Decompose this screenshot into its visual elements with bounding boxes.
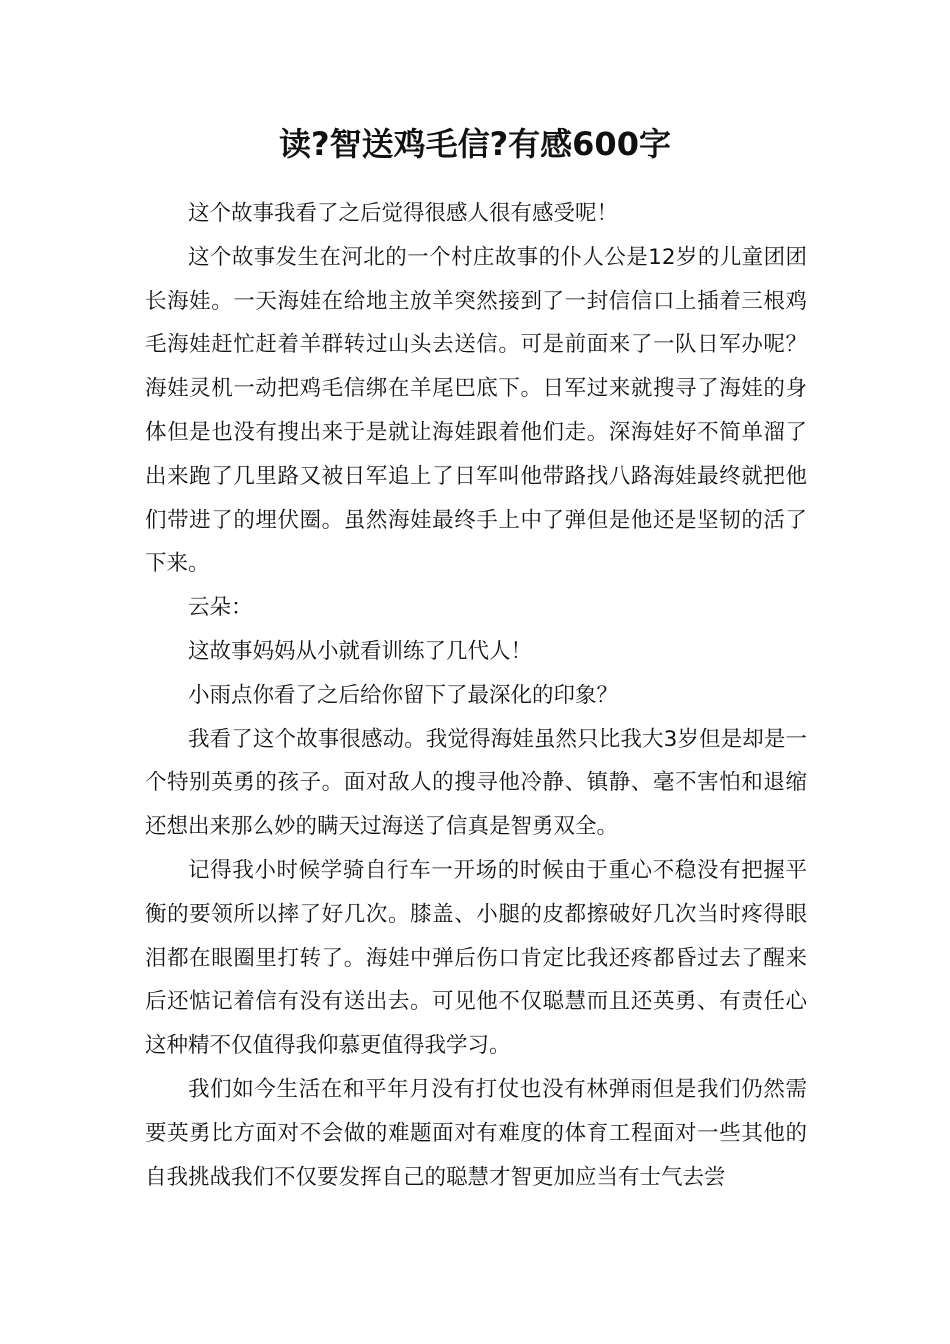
paragraph: 这故事妈妈从小就看训练了几代人！ [188, 638, 533, 664]
paragraph: 这个故事我看了之后觉得很感人很有感受呢！ [188, 201, 619, 226]
paragraph: 记得我小时候学骑自行车一开场的时候由于重心不稳没有把握平衡的要领所以摔了好几次。膝盖、小腿的皮都擦破好几次当时疼得眼泪都在眼圈里打转了。海娃中弹后伤口肯定比我还疼都昏过去了醒来后还惦记着信有没有送出去。可见他不仅聪慧而且还英勇、有责任心这种精不仅值得我仰慕更值得我学习。 [145, 857, 807, 1059]
paragraph: 云朵： [188, 595, 253, 621]
paragraph: 这个故事发生在河北的一个村庄故事的仆人公是12岁的儿童团团长海娃。一天海娃在给地主放羊突然接到了一封信信口上插着三根鸡毛海娃赶忙赶着羊群转过山头去送信。可是前面来了一队日军办呢？海娃灵机一动把鸡毛信绑在羊尾巴底下。日军过来就搜寻了海娃的身体但是也没有搜出来于是就让海娃跟着他们走。深海娃好不简单溜了出来跑了几里路又被日军追上了日军叫他带路找八路海娃最终就把他们带进了的埋伏圈。虽然海娃最终手上中了弹但是他还是坚韧的活了下来。 [145, 244, 807, 577]
paragraph: 小雨点你看了之后给你留下了最深化的印象？ [188, 682, 619, 708]
document-title: 读?智送鸡毛信?有感600字 [279, 125, 671, 163]
document-body [145, 192, 807, 1199]
paragraph: 我看了这个故事很感动。我觉得海娃虽然只比我大3岁但是却是一个特别英勇的孩子。面对敌人的搜寻他冷静、镇静、毫不害怕和退缩还想出来那么妙的瞒天过海送了信真是智勇双全。 [145, 726, 807, 840]
paragraph: 我们如今生活在和平年月没有打仗也没有林弹雨但是我们仍然需要英勇比方面对不会做的难题面对有难度的体育工程面对一些其他的自我挑战我们不仅要发挥自己的聪慧才智更加应当有士气去尝 [145, 1076, 807, 1190]
